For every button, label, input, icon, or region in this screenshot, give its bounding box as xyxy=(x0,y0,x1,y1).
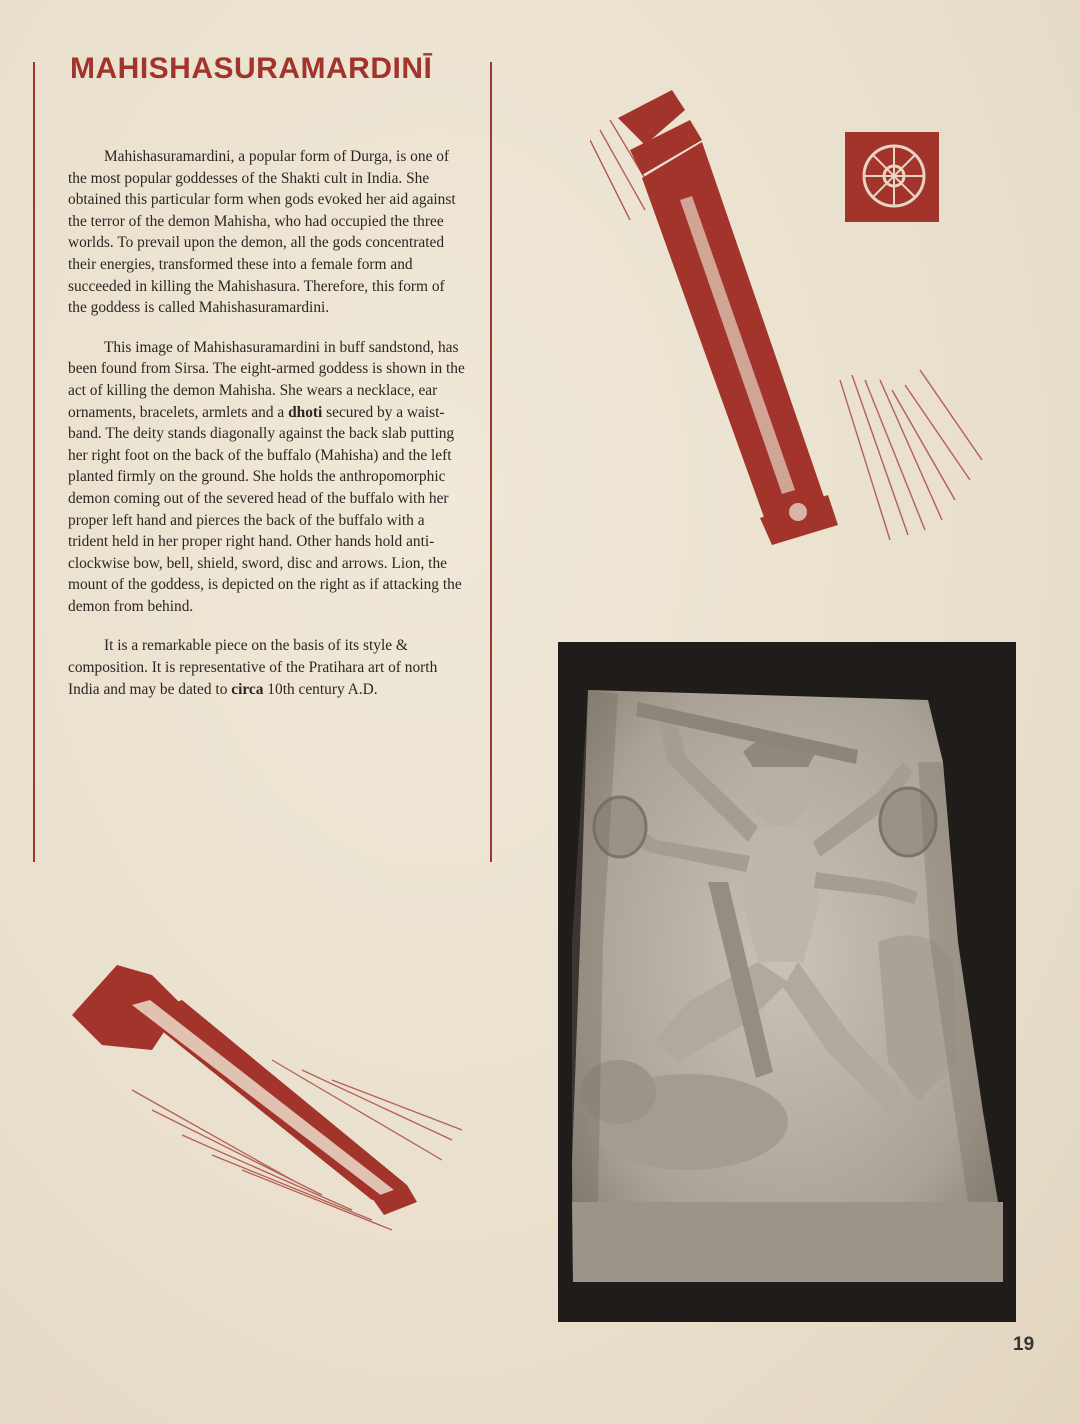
paragraph-description-a: This image of Mahishasuramardini in buff sandstond, has been found from Sirsa. The eight-armed goddess is shown in the act of killing the demon Mahisha. She wears a necklace, ear ornaments, bracelets, armlets and a xyxy=(68,338,465,421)
disc-weapon-illustration xyxy=(842,128,947,228)
paragraph-intro: Mahishasuramardini, a popular form of Durga, is one of the most popular goddesses of the Shakti cult in India. She obtained this particular form when gods evoked her aid against the terror of the demon Mahisha, who had occupied the three worlds. To prevail upon the demon, all the gods concentrated their energies, transformed these into a female form and succeeded in killing the Mahishasura. Therefore, this form of the goddess is called Mahishasuramardini. xyxy=(68,148,456,317)
left-rule xyxy=(33,62,35,862)
paragraph-description-b: secured by a waist-band. The deity stands diagonally against the back slab putting her right foot on the back of the buffalo (Mahisha) and the left planted firmly on the ground. She holds the anthropomorphic demon coming out of the severed head of the buffalo with her proper left hand and pierces the back of the buffalo with a trident held in her proper right hand. Other hands hold anti-clockwise bow, bell, shield, sword, disc and arrows. Lion, the mount of the goddess, is depicted on the right as if attacking the demon from behind. xyxy=(68,403,462,615)
right-rule xyxy=(490,62,492,862)
paragraph-dating-bold: circa xyxy=(231,680,264,698)
body-text xyxy=(68,146,466,718)
sword-weapon-illustration xyxy=(72,960,472,1250)
page-title: MAHISHASURAMARDINĪ xyxy=(70,52,433,85)
paragraph-description xyxy=(68,337,466,618)
mahishasuramardini-sculpture-photo xyxy=(558,642,1016,1322)
paragraph-dating-a: It is a remarkable piece on the basis of its style & composition. It is representative of the Pratihara art of north India and may be dated to xyxy=(68,637,438,698)
paragraph-description-bold: dhoti xyxy=(288,403,323,421)
page-number: 19 xyxy=(1013,1334,1035,1355)
sculpture-photo-frame xyxy=(558,642,1016,1322)
paragraph-dating-b: 10th century A.D. xyxy=(263,680,378,698)
paragraph-dating xyxy=(68,635,466,700)
